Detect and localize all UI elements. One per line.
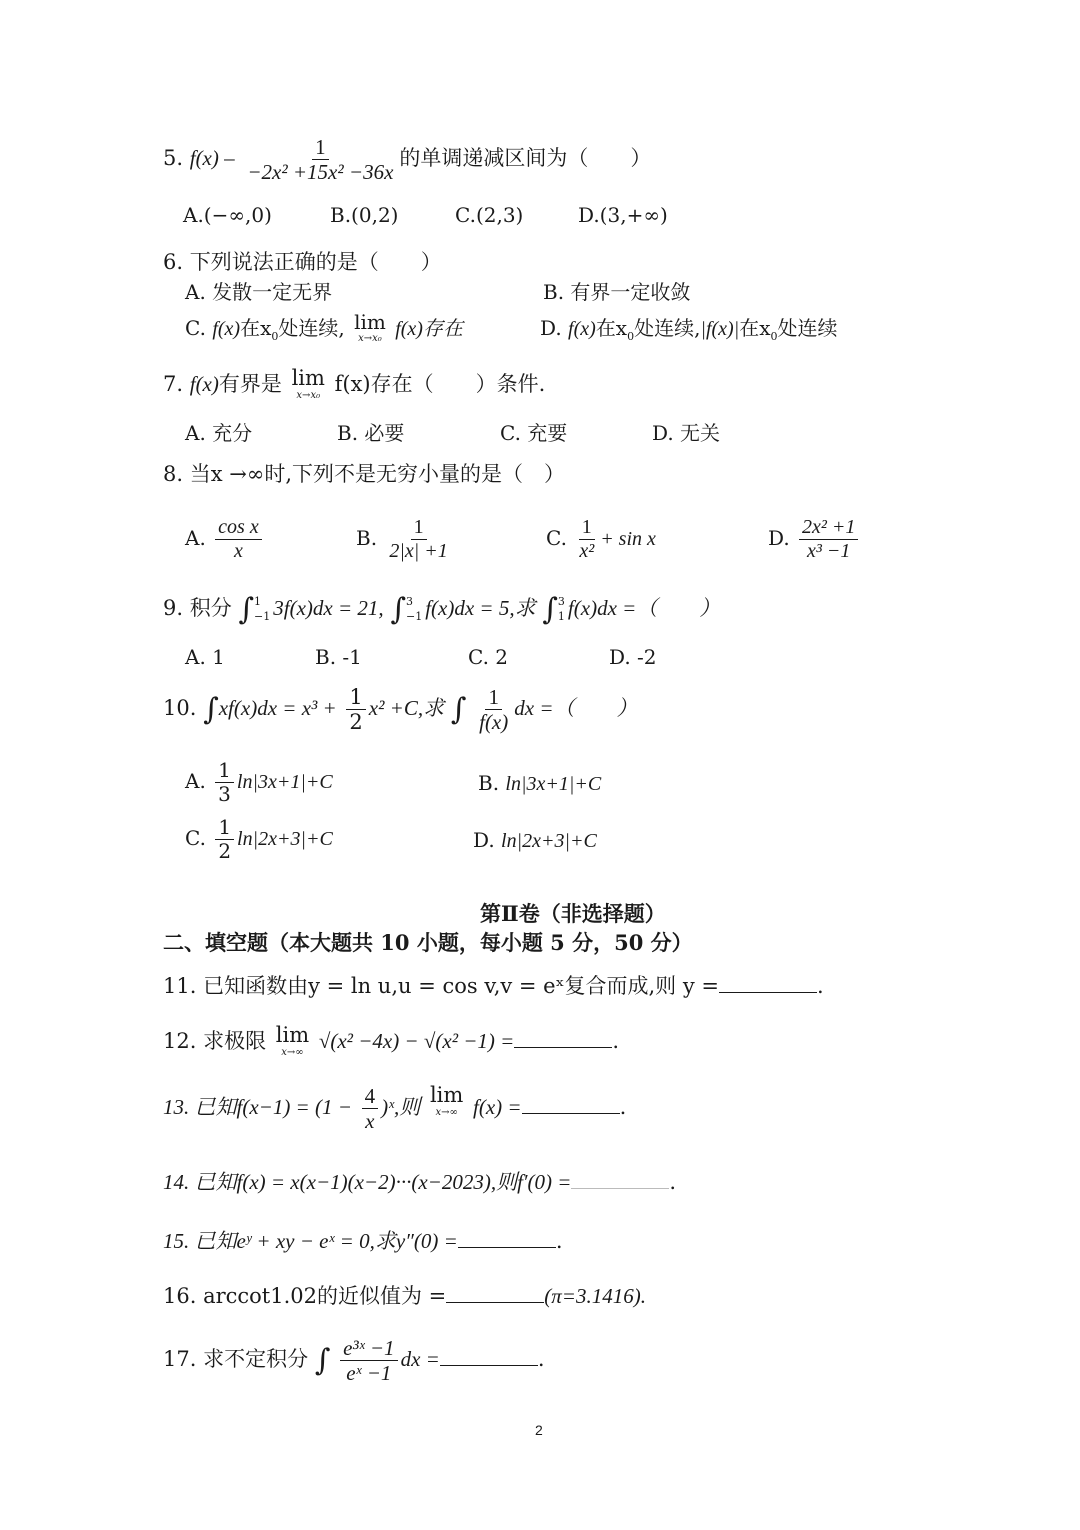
q8-c-tail: + sin x <box>600 528 656 550</box>
q8-option-a <box>185 517 265 562</box>
question-8: 8. 当x →∞时,下列不是无穷小量的是（ ） <box>163 462 565 486</box>
q17-pre: 17. 求不定积分 <box>163 1347 309 1372</box>
page-number: 2 <box>535 1422 543 1438</box>
q17-end: . <box>537 1347 545 1372</box>
q17-f-den: eˣ −1 <box>346 1361 392 1386</box>
q9-option-d: D. -2 <box>609 645 657 669</box>
q10-d-tail: ln|2x+3|+C <box>501 830 597 852</box>
q8-d-num: 2x² +1 <box>799 517 858 540</box>
q17-answer-blank <box>440 1347 538 1366</box>
q7-limit <box>292 368 325 401</box>
q10-integral-2: ∫ <box>450 692 467 728</box>
q13-limit <box>430 1085 463 1118</box>
section-title: 第Ⅱ卷（非选择题） <box>480 901 666 926</box>
q8-option-d <box>768 517 861 562</box>
q5-option-a: A.(−∞,0) <box>183 203 272 227</box>
q6-d-sub2: 0 <box>770 330 778 343</box>
q9-i1-lo: −1 <box>254 609 271 623</box>
q8-option-c <box>546 517 656 562</box>
q10-f-num: 1 <box>485 686 502 710</box>
q6-c-label: C. <box>185 316 206 340</box>
q8-a-num: cos x <box>215 517 262 540</box>
question-16 <box>163 1280 646 1310</box>
q10-f-den: f(x) <box>479 710 509 735</box>
q13-post: f(x) = <box>473 1095 522 1120</box>
q12-pre: 12. 求极限 <box>163 1029 267 1053</box>
q6-c-mid2: 处连续, <box>278 316 345 340</box>
q13-frac <box>362 1085 379 1132</box>
q16-answer-blank <box>446 1284 544 1303</box>
q8-d-label: D. <box>768 526 790 550</box>
q6-c-mid: 在x <box>240 316 272 340</box>
q7-option-a: A. 充分 <box>185 421 253 445</box>
q5-option-b: B.(0,2) <box>330 203 399 227</box>
q12-lim: lim <box>275 1023 310 1047</box>
q10-b-label: B. <box>478 771 500 795</box>
q13-pre: 13. 已知f(x−1) = (1 − <box>163 1095 352 1120</box>
q7-post: f(x)存在（ ）条件. <box>334 372 546 396</box>
q10-b-tail: ln|3x+1|+C <box>505 773 602 795</box>
q6-option-b: B. 有界一定收敛 <box>543 280 691 304</box>
question-17 <box>163 1337 545 1384</box>
q11-end: . <box>817 974 824 998</box>
question-14 <box>163 1166 676 1196</box>
q17-frac <box>340 1337 397 1384</box>
q13-lim: lim <box>429 1083 464 1107</box>
q9-integral-3: ∫ <box>542 592 558 627</box>
q15-text: 15. 已知eʸ + xy − eˣ = 0,求y″(0) = <box>163 1229 458 1253</box>
q10-integral-1: ∫ <box>203 692 219 728</box>
q8-d-den: x³ −1 <box>807 540 851 562</box>
q12-body: √(x² −4x) − √(x² −1) = <box>318 1029 515 1053</box>
q16-tail: (π=3.1416). <box>544 1284 646 1308</box>
q9-i1-body: 3f(x)dx = 21, <box>273 596 384 620</box>
q6-d-mid: 在x <box>595 316 628 340</box>
q8-a-frac <box>215 517 262 562</box>
q15-end: . <box>555 1229 563 1253</box>
q5-option-d: D.(3,+∞) <box>578 203 668 227</box>
q6-option-c <box>185 312 463 344</box>
q10-d-label: D. <box>473 828 495 852</box>
question-15 <box>163 1225 563 1255</box>
q10-body1: xf(x)dx = x³ + <box>218 696 337 721</box>
q9-integral-2: ∫ <box>390 592 406 627</box>
q5-number: 5. <box>163 146 184 171</box>
q6-option-d <box>540 312 837 343</box>
q8-b-label: B. <box>356 526 378 550</box>
q17-integral: ∫ <box>314 1343 331 1379</box>
question-11 <box>163 970 824 1000</box>
q10-a-frac <box>215 760 234 805</box>
q9-i1-up: 1 <box>254 595 262 609</box>
q7-mid: 有界是 <box>218 372 282 396</box>
q8-a-label: A. <box>185 526 206 550</box>
q10-number: 10. <box>163 696 197 721</box>
q9-option-c: C. 2 <box>468 645 509 669</box>
q10-half-den: 2 <box>349 710 363 735</box>
q10-f-frac <box>476 686 511 733</box>
q8-c-num: 1 <box>579 517 595 540</box>
q12-end: . <box>612 1029 620 1053</box>
q7-limsub: x→x₀ <box>296 390 321 401</box>
question-10 <box>163 686 638 733</box>
q10-a-den: 3 <box>218 782 231 806</box>
q13-limsub: x→∞ <box>435 1107 458 1118</box>
q14-answer-blank <box>571 1170 669 1189</box>
q6-d-post2: 处连续 <box>777 316 838 340</box>
q10-c-label: C. <box>185 826 206 850</box>
q10-half-num: 1 <box>346 686 365 710</box>
q6-c-limsub: x→x₀ <box>358 333 382 344</box>
q9-pre: 9. 积分 <box>163 596 232 620</box>
q10-a-tail: ln|3x+1|+C <box>236 771 333 793</box>
q8-c-den: x² <box>579 540 595 562</box>
q17-post: dx = <box>400 1347 440 1372</box>
q13-f-den: x <box>365 1109 375 1134</box>
q7-option-b: B. 必要 <box>337 421 405 445</box>
q10-c-num: 1 <box>215 817 234 840</box>
q9-i3-body: f(x)dx =（ ） <box>567 596 721 620</box>
q6-c-lim: lim <box>354 310 386 334</box>
q6-c-sub: 0 <box>271 330 279 343</box>
q10-c-tail: ln|2x+3|+C <box>237 828 333 850</box>
q9-i3-up: 3 <box>557 595 565 609</box>
q9-i2-up: 3 <box>405 595 413 609</box>
q5-frac-num: 1 <box>312 136 329 160</box>
q9-limits-3 <box>558 595 565 624</box>
q8-option-b <box>356 517 454 562</box>
q12-limit <box>276 1025 309 1058</box>
question-7 <box>163 368 545 401</box>
q10-c-frac <box>215 817 234 862</box>
q8-a-den: x <box>234 540 243 562</box>
q5-lead: f(x) – <box>189 146 235 171</box>
q7-option-d: D. 无关 <box>652 421 721 445</box>
q6-d-post: 在x <box>739 316 771 340</box>
q9-integral-1: ∫ <box>238 592 255 627</box>
q6-c-limit <box>354 312 386 344</box>
q10-half <box>346 686 365 733</box>
q8-c-frac <box>576 517 597 562</box>
q7-f: f(x) <box>189 372 219 396</box>
question-6: 6. 下列说法正确的是（ ） <box>163 250 442 274</box>
q8-c-label: C. <box>546 526 567 550</box>
q13-answer-blank <box>522 1095 620 1114</box>
q6-option-a: A. 发散一定无界 <box>185 280 333 304</box>
q8-b-den: 2|x| +1 <box>389 540 448 562</box>
q17-f-num: e³ˣ −1 <box>340 1337 397 1361</box>
q10-body2: x² +C,求 <box>368 696 445 721</box>
q8-b-num: 1 <box>411 517 427 540</box>
q5-option-c: C.(2,3) <box>455 203 524 227</box>
q10-option-d <box>473 828 597 853</box>
q10-a-label: A. <box>185 769 206 793</box>
q7-lim: lim <box>291 366 325 390</box>
q13-f-num: 4 <box>362 1085 379 1109</box>
q8-d-frac <box>799 517 858 562</box>
q6-c-f: f(x) <box>212 318 241 340</box>
q9-option-b: B. -1 <box>315 645 362 669</box>
q10-option-a <box>185 760 333 805</box>
q13-mid: )ˣ,则 <box>381 1095 421 1120</box>
q10-a-num: 1 <box>215 760 234 783</box>
question-12 <box>163 1025 619 1058</box>
question-13 <box>163 1085 626 1132</box>
q15-answer-blank <box>458 1229 556 1248</box>
q16-text: 16. arccot1.02的近似值为 = <box>163 1284 447 1308</box>
q12-limsub: x→∞ <box>281 1047 304 1058</box>
q10-c-den: 2 <box>218 839 232 863</box>
q6-d-f: f(x) <box>568 318 596 340</box>
question-9 <box>163 592 720 627</box>
q10-body3: dx =（ ） <box>514 696 638 721</box>
section-subtitle: 二、填空题（本大题共 10 小题，每小题 5 分，50 分） <box>163 930 693 955</box>
q7-option-c: C. 充要 <box>500 421 568 445</box>
q10-option-c <box>185 817 333 862</box>
q9-i3-lo: 1 <box>557 609 565 623</box>
q5-fraction <box>244 136 396 183</box>
q5-frac-den: −2x² +15x² −36x <box>247 160 394 185</box>
q5-tail: 的单调递减区间为（ ） <box>399 146 652 171</box>
q10-option-b <box>478 771 601 796</box>
q13-end: . <box>619 1095 627 1120</box>
q9-option-a: A. 1 <box>185 645 225 669</box>
q6-d-sub: 0 <box>627 330 635 343</box>
q11-text: 11. 已知函数由y = ln u,u = cos v,v = eˣ复合而成,则 y = <box>163 974 719 998</box>
q6-d-abs: |f(x)| <box>700 318 740 340</box>
q14-end: . <box>669 1170 677 1194</box>
q9-i2-body: f(x)dx = 5,求 <box>425 596 536 620</box>
q6-d-mid2: 处连续, <box>634 316 701 340</box>
q9-limits-2 <box>406 595 422 624</box>
q14-text: 14. 已知f(x) = x(x−1)(x−2)···(x−2023),则f′(0) = <box>163 1170 572 1194</box>
q9-limits-1 <box>254 595 270 624</box>
q7-number: 7. <box>163 372 184 396</box>
q8-b-frac <box>386 517 450 562</box>
q11-answer-blank <box>719 974 817 993</box>
q12-answer-blank <box>514 1029 612 1048</box>
q6-d-label: D. <box>540 316 562 340</box>
question-5 <box>163 136 651 183</box>
q6-c-post: f(x)存在 <box>395 318 463 340</box>
q9-i2-lo: −1 <box>405 609 423 623</box>
